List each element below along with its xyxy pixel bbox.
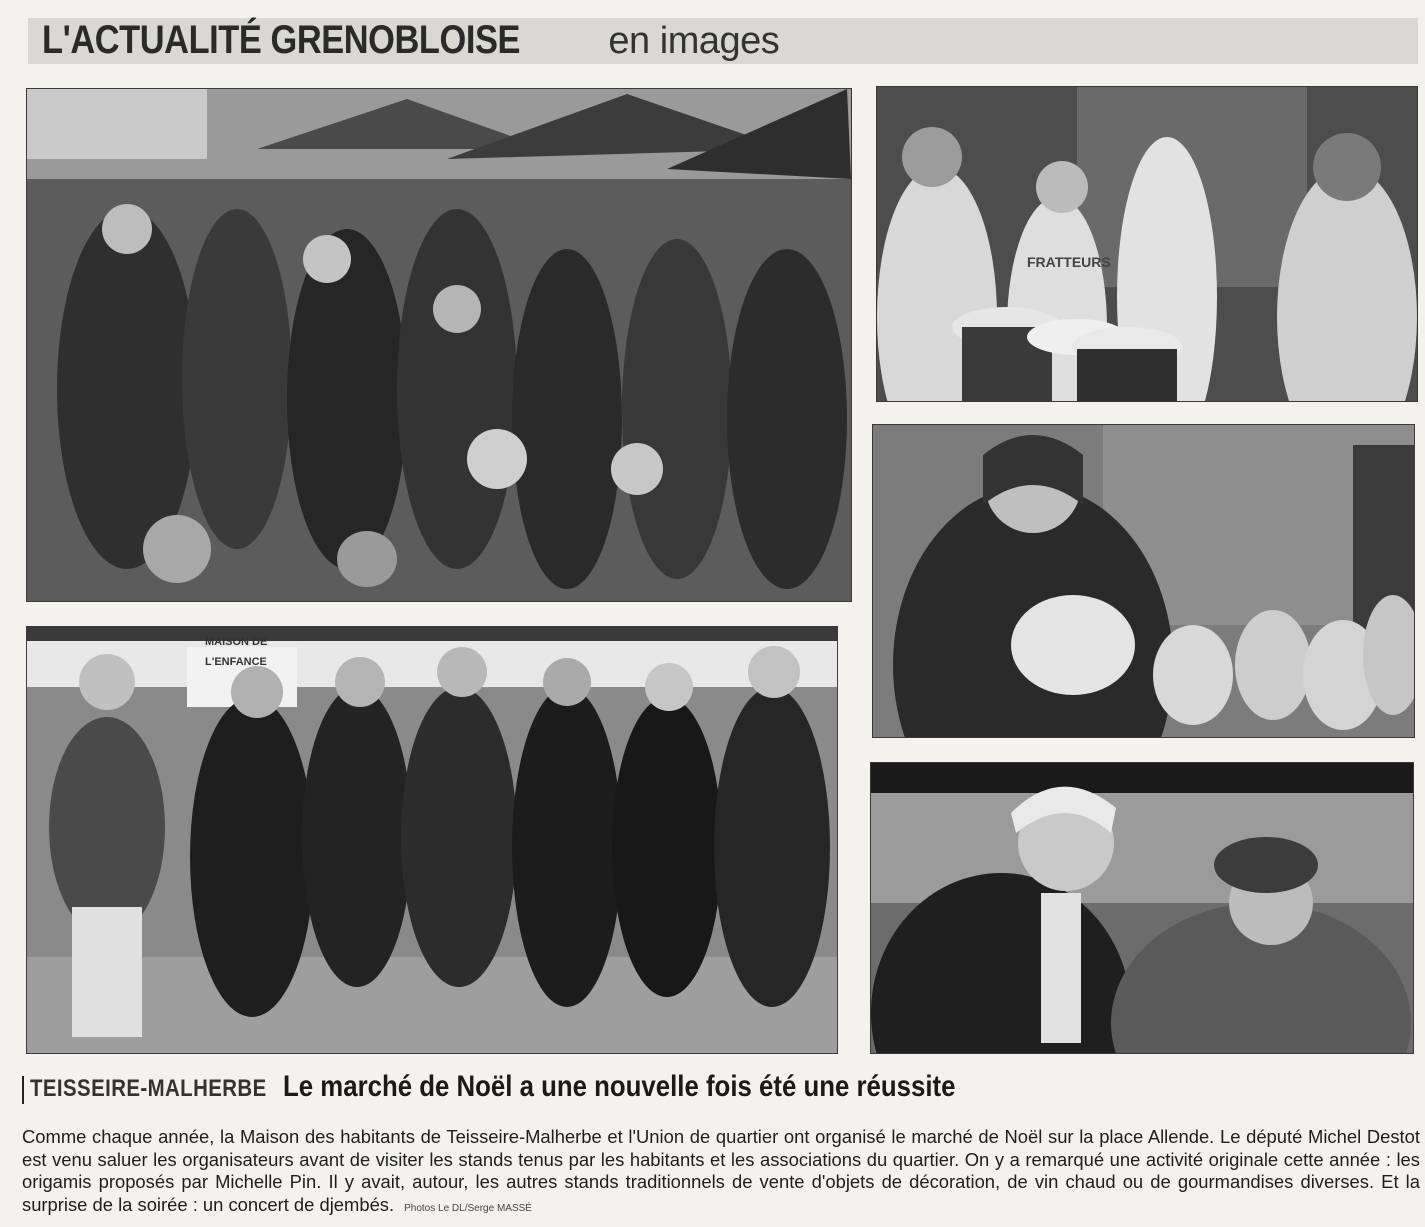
- kicker-rule: [22, 1076, 24, 1104]
- rubric-bold: L'ACTUALITÉ GRENOBLOISE: [42, 18, 520, 62]
- rubric-light: en images: [608, 20, 780, 62]
- photo-two-men: [870, 762, 1414, 1054]
- photo-officials-group: [26, 626, 838, 1054]
- photo-market-crowd: [26, 88, 852, 602]
- sign-line2: L'ENFANCE: [205, 656, 267, 668]
- article-body-text: Comme chaque année, la Maison des habitants de Teisseire-Malherbe et l'Union de quartier ont organisé le marché de Noël sur la place Allende. Le député Michel Destot est venu saluer les organisateurs avant de visiter les stands tenus par les habitants et les associations du quartier. On y a remarqué une activité originale cette année : les origamis proposés par Michelle Pin. Il y avait, autour, les autres stands traditionnels de vente d'objets de décoration, de vin chaud ou de gourmandises diverses. Et la surprise de la soirée : un concert de djembés.: [22, 1126, 1420, 1215]
- sign-line1: MAISON DE: [205, 636, 268, 648]
- photo-credit: Photos Le DL/Serge MASSÉ: [404, 1202, 532, 1214]
- section-rubric: [42, 16, 779, 65]
- article-headline: [30, 1070, 1065, 1104]
- photo-vendor-stand: [872, 424, 1415, 738]
- photo-djembe-concert: [876, 86, 1418, 402]
- article-body: [22, 1126, 1420, 1220]
- drum-shirt-text: FRATTEURS: [1027, 254, 1111, 270]
- article-kicker: TEISSEIRE-MALHERBE: [30, 1075, 267, 1102]
- article-title: Le marché de Noël a une nouvelle fois été une réussite: [282, 1070, 956, 1103]
